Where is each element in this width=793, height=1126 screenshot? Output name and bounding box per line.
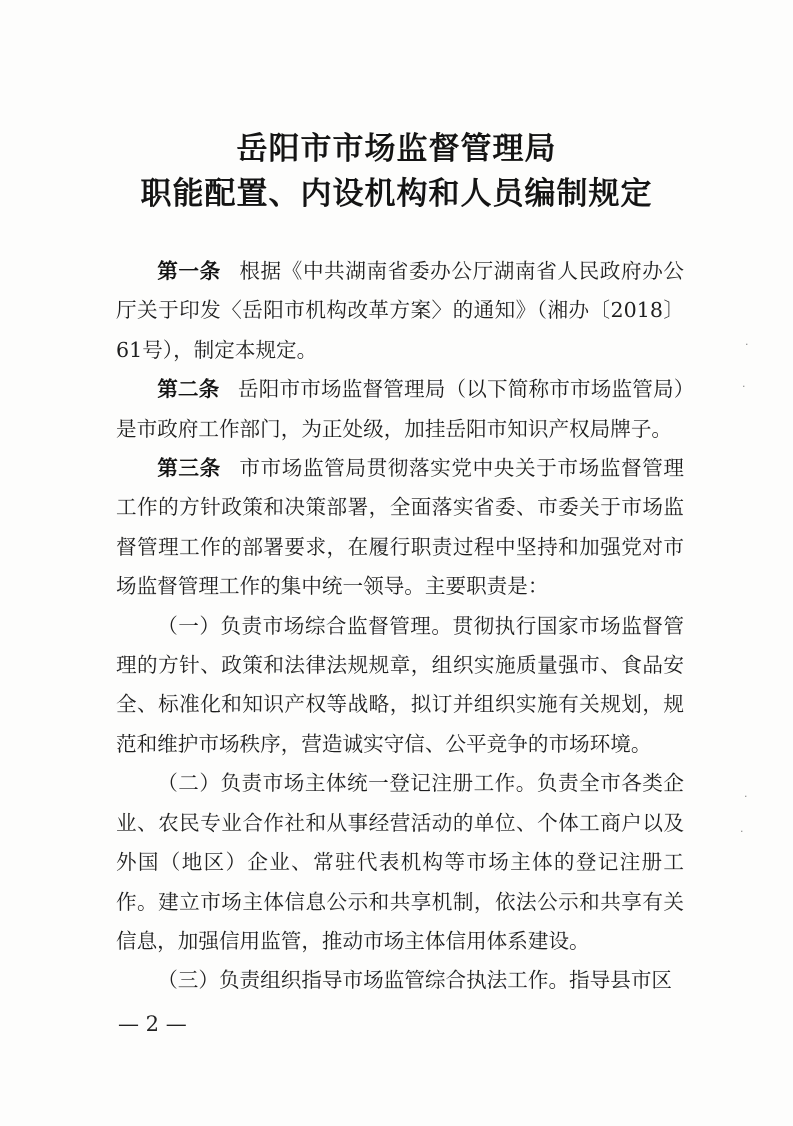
scan-speck: · xyxy=(740,825,744,838)
page-number: — 2 — xyxy=(118,1012,187,1036)
scan-speck: · xyxy=(742,380,746,393)
scan-speck: · xyxy=(745,338,749,351)
article-2 xyxy=(116,370,684,449)
duty-item-3 xyxy=(116,961,684,1000)
duty-text: （三）负责组织指导市场监管综合执法工作。指导县市区 xyxy=(157,968,673,993)
document-body xyxy=(116,252,684,1001)
article-text: 市市场监管局贯彻落实党中央关于市场监督管理工作的方针政策和决策部署，全面落实省委、市委关于市场监督管理工作的部署要求，在履行职责过程中坚持和加强党对市场监督管理工作的集中统一领导。主要职责是： xyxy=(116,456,685,599)
article-1 xyxy=(116,252,684,370)
duty-item-2 xyxy=(116,764,684,961)
article-label: 第一条 xyxy=(157,259,221,283)
duty-text: （二）负责市场主体统一登记注册工作。负责全市各类企业、农民专业合作社和从事经营活动的单位、个体工商户以及外国（地区）企业、常驻代表机构等市场主体的登记注册工作。建立市场主体信息公示和共享机制，依法公示和共享有关信息，加强信用监管，推动市场主体信用体系建设。 xyxy=(116,771,684,953)
article-label: 第二条 xyxy=(157,377,220,402)
article-3 xyxy=(116,449,684,607)
article-label: 第三条 xyxy=(157,456,221,481)
article-text: 岳阳市市场监督管理局（以下简称市市场监管局）是市政府工作部门，为正处级，加挂岳阳市知识产权局牌子。 xyxy=(116,377,684,441)
document-title-line-1: 岳阳市市场监督管理局 xyxy=(236,131,557,167)
document-title-line-2: 职能配置、内设机构和人员编制规定 xyxy=(140,176,653,212)
duty-item-1 xyxy=(116,607,684,765)
article-text: 根据《中共湖南省委办公厅湖南省人民政府办公厅关于印发〈岳阳市机构改革方案〉的通知》（湘办〔2018〕61号），制定本规定。 xyxy=(116,259,685,362)
scan-speck: · xyxy=(744,790,748,803)
duty-text: （一）负责市场综合监督管理。贯彻执行国家市场监督管理的方针、政策和法律法规规章，组织实施质量强市、食品安全、标准化和知识产权等战略，拟订并组织实施有关规划，规范和维护市场秩序，营造诚实守信、公平竞争的市场环境。 xyxy=(116,613,684,756)
